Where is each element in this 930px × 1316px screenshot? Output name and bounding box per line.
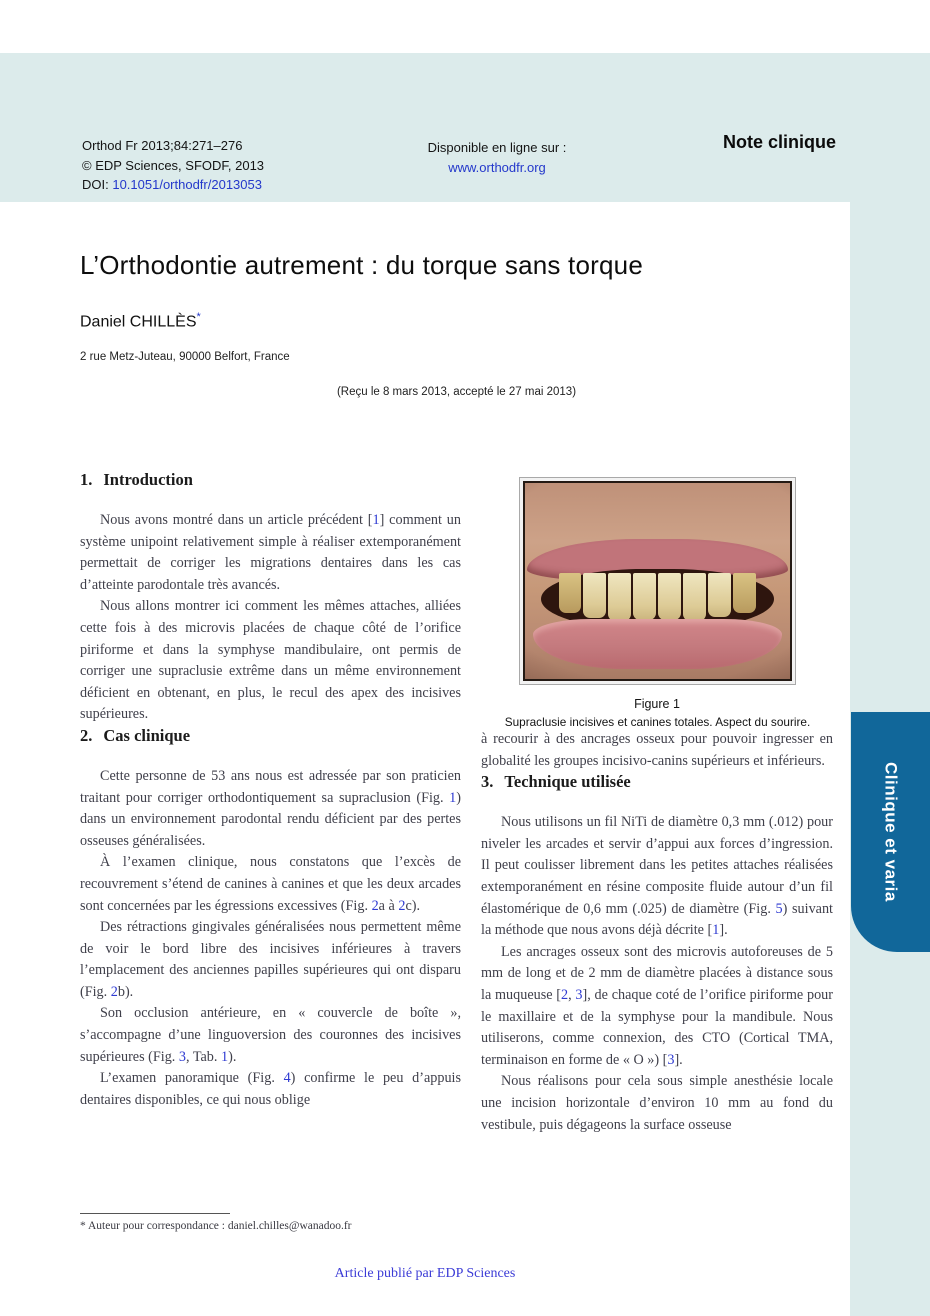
text-segment: c). [405,897,421,914]
section-tab-label: Clinique et varia [881,762,901,902]
paragraph [481,812,833,942]
received-dates: (Reçu le 8 mars 2013, accepté le 27 mai 2013) [336,386,577,398]
tooth [559,573,582,613]
citation-link[interactable]: 3 [575,986,583,1003]
citation-link[interactable]: 5 [775,900,783,917]
paragraph [481,942,833,1072]
paragraph [80,1003,461,1068]
figure-1 [504,477,811,729]
tooth [708,573,731,617]
citation-link[interactable]: 3 [178,1048,186,1065]
text-segment: , [568,986,576,1003]
figure-1-caption: Supraclusie incisives et canines totales. Aspect du sourire. [504,715,811,729]
lower-lip-shape [533,619,782,669]
doi-line [82,175,264,195]
citation-link[interactable]: 2 [371,897,379,914]
paragraph [481,1071,833,1136]
citation-link[interactable]: 3 [667,1051,675,1068]
text-segment: Son occlusion antérieure, en « couvercle de boîte », s’accompagne d’une linguoversion des couronnes des incisives supérieures (Fig. [80,1005,461,1065]
text-segment: ]. [674,1051,683,1068]
text-segment: À l’examen clinique, nous constatons que l’excès de recouvrement s’étend de canines à canines et que les deux arcades sont concernées par les égressions excessives (Fig. [80,854,461,914]
tooth [683,573,706,621]
journal-website-link[interactable]: www.orthodfr.org [448,159,546,175]
corresponding-author-mark[interactable]: * [196,311,201,323]
text-segment: Nous allons montrer ici comment les mêmes attaches, alliées cette fois à des microvis placées de chaque côté de l’orifice piriforme et dans la symphyse mandibulaire, ont permis de corriger une supraclusie extrême dans un même environnement déficient en obtenant, en plus, le recul des apex des incisives supérieures. [80,598,461,723]
online-label: Disponible en ligne sur : [427,140,567,155]
text-segment: ] comment un système unipoint relativement simple à réaliser extemporanément permettait de corriger les migrations dentaires dans les cas d’atteinte parodontale très avancés. [80,512,461,593]
text-segment: L’examen panoramique (Fig. [100,1070,284,1087]
figure-1-label: Figure 1 [634,697,680,711]
section-tab[interactable] [851,712,930,952]
citation-link[interactable]: 2 [398,897,406,914]
affiliation: 2 rue Metz-Juteau, 90000 Belfort, France [80,351,290,363]
copyright-line: © EDP Sciences, SFODF, 2013 [82,157,265,173]
text-segment: ) dans un environnement parodontal rendu déficient par des pertes osseuses généralisées. [80,789,461,849]
paragraph [80,852,461,917]
publisher-footer [0,1266,850,1282]
paragraph [80,1068,461,1111]
section-heading-cas-clinique: 2. Cas clinique [80,725,191,745]
right-column [481,470,833,1136]
left-column [80,470,461,1111]
paragraph [80,766,461,852]
doi-link[interactable]: 10.1051/orthodfr/2013053 [112,177,262,192]
citation-link[interactable]: 1 [372,512,380,528]
author-name: Daniel CHILLÈS [80,313,197,331]
upper-lip-shape [527,539,788,581]
text-segment: ]. [719,922,728,939]
publisher-link[interactable]: Article publié par EDP Sciences [334,1266,516,1281]
text-segment: ) suivant la méthode que nous avons déjà décrite [ [481,900,833,939]
teeth-row [559,573,756,621]
doi-label: DOI: [82,177,113,192]
journal-info [82,136,264,195]
section-heading-technique: 3. Technique utilisée [481,772,631,792]
online-availability [327,138,667,177]
text-segment: b). [117,983,134,1000]
citation-link[interactable]: 2 [110,983,118,1000]
citation-link[interactable]: 4 [283,1070,291,1087]
figure-1-photo [523,481,792,681]
article-type-badge: Note clinique [722,132,836,152]
tooth [583,573,606,618]
section-heading-introduction: 1. Introduction [80,470,193,489]
text-segment: ], de chaque coté de l’orifice piriforme pour le maxillaire et de la symphyse pour la mandibule. Nous utiliserons, comme connexion, des CTO (Cortical TMA, terminaison en forme de « O ») [ [481,986,833,1068]
citation-link[interactable]: 1 [712,922,720,939]
page-title: L’Orthodontie autrement : du torque sans torque [80,250,643,280]
text-segment: Nous réalisons pour cela sous simple anesthésie locale une incision horizontale d’environ 10 mm au fond du vestibule, puis dégageons la surface osseuse [481,1073,833,1133]
paragraph [80,596,461,726]
citation-link[interactable]: 2 [561,986,569,1003]
paragraph [80,510,461,596]
journal-reference: Orthod Fr 2013;84:271–276 [82,138,243,153]
text-segment: a à [378,897,399,914]
text-segment: à recourir à des ancrages osseux pour pouvoir ingresser en globalité les groupes incisivo-canins supérieurs et inférieurs. [481,731,833,769]
author-line [80,311,201,331]
tooth [658,573,681,620]
text-segment: Cette personne de 53 ans nous est adressée par son praticien traitant pour corriger orthodontiquement sa supraclusion (Fig. [80,767,461,806]
text-segment: Des rétractions gingivales généralisées nous permettent même de voir le bord libre des incisives inférieures à travers l’emplacement des anciennes papilles supérieures qui ont disparu (Fig. [80,919,461,1000]
mouth-shape [541,569,774,629]
correspondence-footnote [80,1213,461,1232]
footnote-text: * Auteur pour correspondance : daniel.chilles@wanadoo.fr [80,1220,352,1232]
tooth [608,573,631,621]
text-segment: , Tab. [186,1048,221,1065]
text-segment: ). [228,1048,237,1065]
text-segment: Nous avons montré dans un article précédent [ [100,512,373,528]
text-segment: Les ancrages osseux sont des microvis autoforeuses de 5 mm de long et de 2 mm de diamètre placées à distance sous la muqueuse [ [481,943,833,1003]
text-segment: Nous utilisons un fil NiTi de diamètre 0,3 mm (.012) pour niveler les arcades et servir d’appui aux forces d’ingression. Il peut coulisser librement dans les petites attaches réalisées extemporanément en résine composite fluide autour d’un fil élastomérique de 0,6 mm (.025) de diamètre (Fig. [481,814,833,917]
paragraph [80,917,461,1003]
footnote-rule [80,1213,230,1214]
figure-1-frame [519,477,796,685]
citation-link[interactable]: 1 [449,789,457,806]
citation-link[interactable]: 1 [221,1048,229,1065]
paragraph-continuation [481,729,833,772]
text-segment: ) confirme le peu d’appuis dentaires disponibles, ce qui nous oblige [80,1070,461,1108]
tooth [733,573,756,613]
tooth [633,573,656,620]
